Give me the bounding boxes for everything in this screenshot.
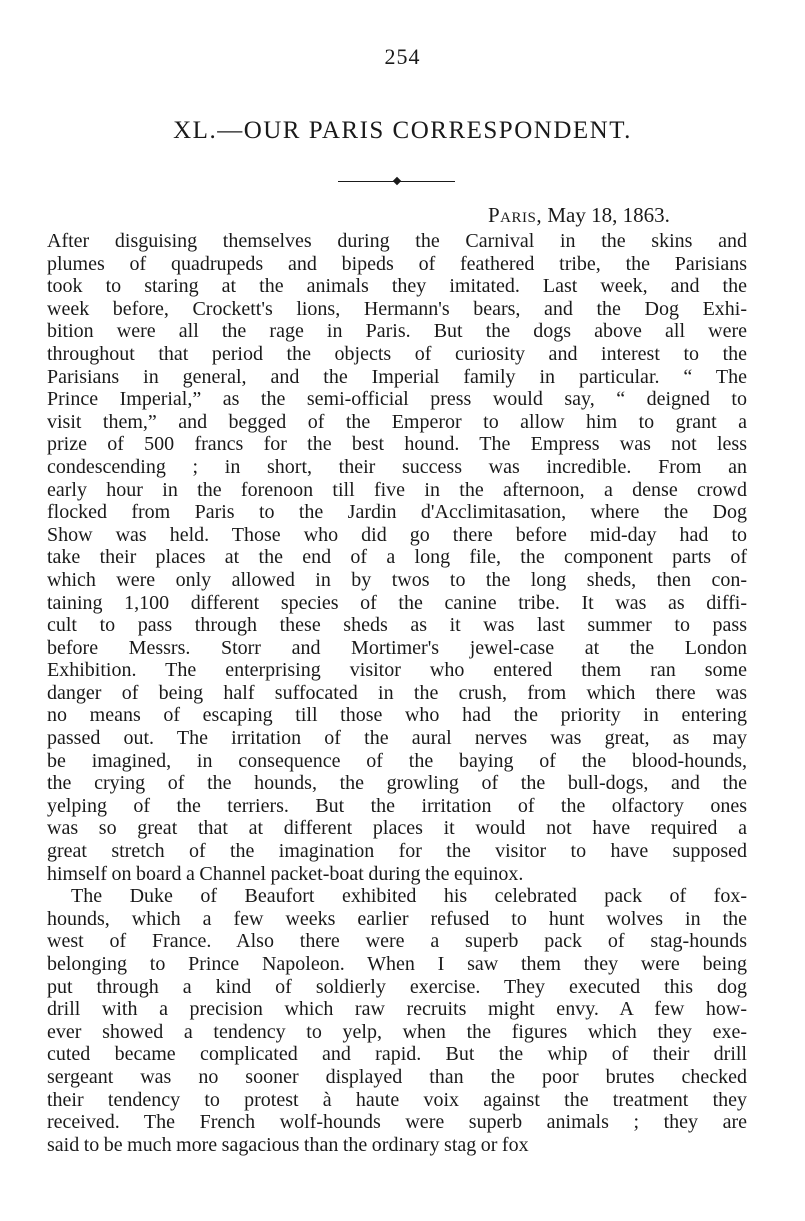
body-line: After disguising themselves during the Carnival in the skins and [47,230,747,252]
body-line: ever showed a tendency to yelp, when the figures which they exe- [47,1020,747,1043]
body-line: week before, Crockett's lions, Hermann's bears, and the Dog Exhi- [47,297,747,320]
body-line: belonging to Prince Napoleon. When I saw them they were being [47,953,747,975]
body-line: the crying of the hounds, the growling of the bull-dogs, and the [47,772,747,795]
body-line: put through a kind of soldierly exercise. They executed this dog [47,975,747,998]
body-line: hounds, which a few weeks earlier refused to hunt wolves in the [47,907,747,930]
dateline-date: May 18, 1863. [547,203,670,227]
body-line: passed out. The irritation of the aural nerves was great, as may [47,727,747,750]
body-line: drill with a precision which raw recruits might envy. A few how- [47,998,747,1021]
dateline [488,203,670,228]
body-line: Show was held. Those who did go there before mid-day had to [47,523,747,546]
body-line: Parisians in general, and the Imperial family in particular. “ The [47,365,747,388]
page-number: 254 [384,44,421,69]
body-line: no means of escaping till those who had the priority in entering [47,704,747,727]
body-line: sergeant was no sooner displayed than the poor brutes checked [47,1065,747,1088]
article-heading: XL.—OUR PARIS CORRESPONDENT. [173,117,632,144]
body-line: yelping of the terriers. But the irritation of the olfactory ones [47,794,747,817]
body-line: The Duke of Beaufort exhibited his celebrated pack of fox- [71,885,747,908]
body-line: plumes of quadrupeds and bipeds of feathered tribe, the Parisians [47,252,747,275]
dateline-place: Paris, [488,203,543,227]
body-line: himself on board a Channel packet-boat during the equinox. [47,862,524,885]
body-line: be imagined, in consequence of the baying of the blood-hounds, [47,749,747,772]
body-line: took to staring at the animals they imitated. Last week, and the [47,275,747,298]
body-line: received. The French wolf-hounds were superb animals ; they are [47,1111,747,1134]
body-line: Exhibition. The enterprising visitor who entered them ran some [47,659,747,682]
body-line: throughout that period the objects of curiosity and interest to the [47,342,747,365]
body-line: Prince Imperial,” as the semi-official press would say, “ deigned to [47,388,747,411]
body-line: great stretch of the imagination for the visitor to have supposed [47,840,747,863]
article-body [47,230,747,1156]
body-line: said to be much more sagacious than the ordinary stag or fox [47,1133,529,1156]
body-line: prize of 500 francs for the best hound. The Empress was not less [47,433,747,456]
body-line: condescending ; in short, their success was incredible. From an [47,455,747,478]
body-line: was so great that at different places it would not have required a [47,817,747,840]
body-line: which were only allowed in by twos to the long sheds, then con- [47,568,747,591]
body-line: cuted became complicated and rapid. But the whip of their drill [47,1043,747,1066]
body-line: cult to pass through these sheds as it was last summer to pass [47,614,747,637]
body-line: their tendency to protest à haute voix against the treatment they [47,1088,747,1111]
body-line: early hour in the forenoon till five in the afternoon, a dense crowd [47,478,747,501]
body-line: take their places at the end of a long file, the component parts of [47,546,747,569]
body-line: danger of being half suffocated in the crush, from which there was [47,681,747,704]
body-line: west of France. Also there were a superb pack of stag-hounds [47,930,747,953]
body-line: visit them,” and begged of the Emperor to allow him to grant a [47,410,747,433]
body-line: bition were all the rage in Paris. But the dogs above all were [47,320,747,343]
body-line: before Messrs. Storr and Mortimer's jewel-case at the London [47,636,747,659]
body-line: flocked from Paris to the Jardin d'Acclimitasation, where the Dog [47,501,747,524]
rule-ornament [393,177,401,185]
body-line: taining 1,100 different species of the canine tribe. It was as diffi- [47,591,747,614]
